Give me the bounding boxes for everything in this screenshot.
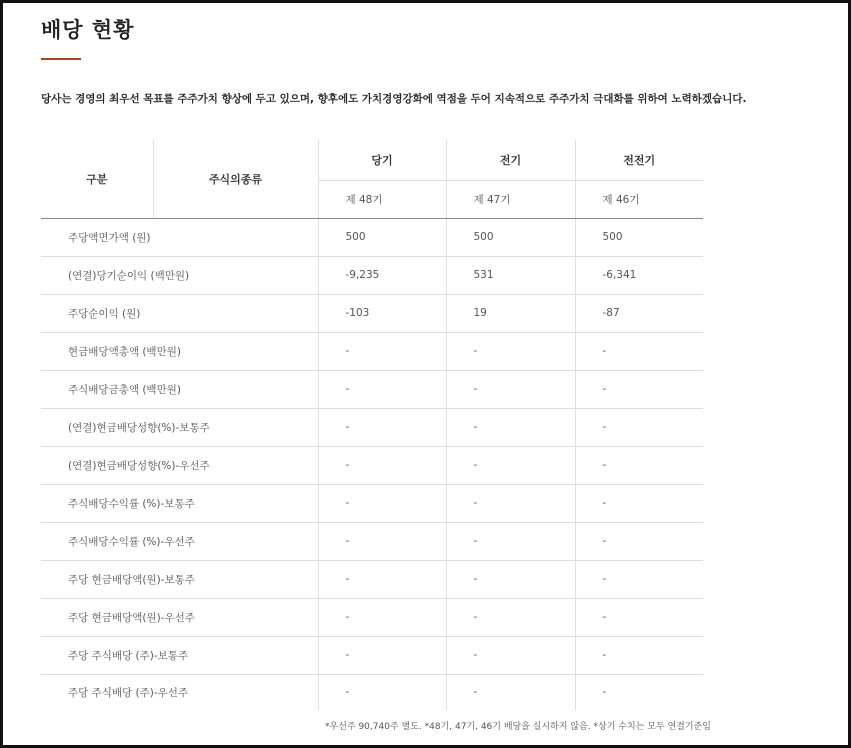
row-value: - <box>318 636 446 674</box>
row-value: - <box>575 484 703 522</box>
row-value: - <box>446 522 575 560</box>
row-value: 500 <box>446 218 575 256</box>
row-label: 주당 현금배당액(원)-보통주 <box>41 560 318 598</box>
row-value: - <box>318 560 446 598</box>
row-value: -87 <box>575 294 703 332</box>
row-value: - <box>318 332 446 370</box>
row-value: - <box>575 598 703 636</box>
row-value: - <box>318 674 446 710</box>
row-label: 주식배당수익률 (%)-우선주 <box>41 522 318 560</box>
table-row <box>41 522 703 560</box>
row-value: - <box>446 636 575 674</box>
table-header <box>41 140 703 218</box>
row-value: -103 <box>318 294 446 332</box>
table-row <box>41 332 703 370</box>
header-period-previous: 전기 <box>446 140 575 180</box>
row-value: - <box>318 522 446 560</box>
title-accent-bar <box>41 58 81 60</box>
page-title: 배당 현황 <box>41 18 135 42</box>
row-value: - <box>575 636 703 674</box>
row-value: - <box>446 598 575 636</box>
row-label: 주당액면가액 (원) <box>41 218 318 256</box>
row-label: (연결)현금배당성향(%)-우선주 <box>41 446 318 484</box>
row-label: 주당순이익 (원) <box>41 294 318 332</box>
row-value: 531 <box>446 256 575 294</box>
row-label: 주당 주식배당 (주)-우선주 <box>68 686 189 699</box>
row-value: - <box>318 446 446 484</box>
row-label: (연결)당기순이익 (백만원) <box>41 256 318 294</box>
table-row <box>41 294 703 332</box>
row-label: (연결)현금배당성향(%)-보통주 <box>41 408 318 446</box>
header-term-current: 제 48기 <box>318 180 446 218</box>
row-value: - <box>446 332 575 370</box>
row-value: - <box>446 446 575 484</box>
row-value: - <box>446 674 575 710</box>
row-value: - <box>446 370 575 408</box>
table-row <box>41 636 703 674</box>
header-stock-type: 주식의종류 <box>153 140 318 218</box>
row-value: - <box>318 598 446 636</box>
row-value: - <box>575 408 703 446</box>
row-value: 500 <box>318 218 446 256</box>
row-value: - <box>318 484 446 522</box>
row-value: - <box>575 446 703 484</box>
header-period-before-previous: 전전기 <box>575 140 703 180</box>
header-term-before-previous: 제 46기 <box>575 180 703 218</box>
table-row <box>41 484 703 522</box>
table-row <box>41 370 703 408</box>
row-value: 19 <box>446 294 575 332</box>
row-label: 주식배당금총액 (백만원) <box>41 370 318 408</box>
row-value: -6,341 <box>575 256 703 294</box>
table-row <box>41 408 703 446</box>
table-row <box>41 674 703 710</box>
row-value: - <box>318 408 446 446</box>
row-label: 주당 주식배당 (주)-보통주 <box>41 636 318 674</box>
table-row <box>41 598 703 636</box>
row-value: -9,235 <box>318 256 446 294</box>
header-category: 구분 <box>41 140 153 218</box>
row-label: 주식배당수익률 (%)-보통주 <box>41 484 318 522</box>
table-row <box>41 560 703 598</box>
row-value: - <box>575 332 703 370</box>
row-value: - <box>318 370 446 408</box>
row-label: 현금배당액총액 (백만원) <box>41 332 318 370</box>
row-value: - <box>575 522 703 560</box>
row-value: - <box>575 560 703 598</box>
table-row <box>41 256 703 294</box>
row-value: - <box>446 484 575 522</box>
row-value: - <box>446 408 575 446</box>
row-value: 500 <box>575 218 703 256</box>
row-value: - <box>575 674 703 710</box>
table-row <box>41 446 703 484</box>
intro-text: 당사는 경영의 최우선 목표를 주주가치 향상에 두고 있으며, 향후에도 가치경영강화에 역점을 두어 지속적으로 주주가치 극대화를 위하여 노력하겠습니다. <box>41 93 747 105</box>
row-value: - <box>446 560 575 598</box>
row-label: 주당 현금배당액(원)-우선주 <box>41 598 318 636</box>
table-body <box>41 218 703 710</box>
dividend-table <box>41 140 703 710</box>
footnote: *우선주 90,740주 별도. *48기, 47기, 46기 배당을 실시하지 않음. *상기 수치는 모두 연결기준임 <box>325 722 711 732</box>
row-value: - <box>575 370 703 408</box>
header-period-current: 당기 <box>318 140 446 180</box>
header-term-previous: 제 47기 <box>446 180 575 218</box>
table-row <box>41 218 703 256</box>
